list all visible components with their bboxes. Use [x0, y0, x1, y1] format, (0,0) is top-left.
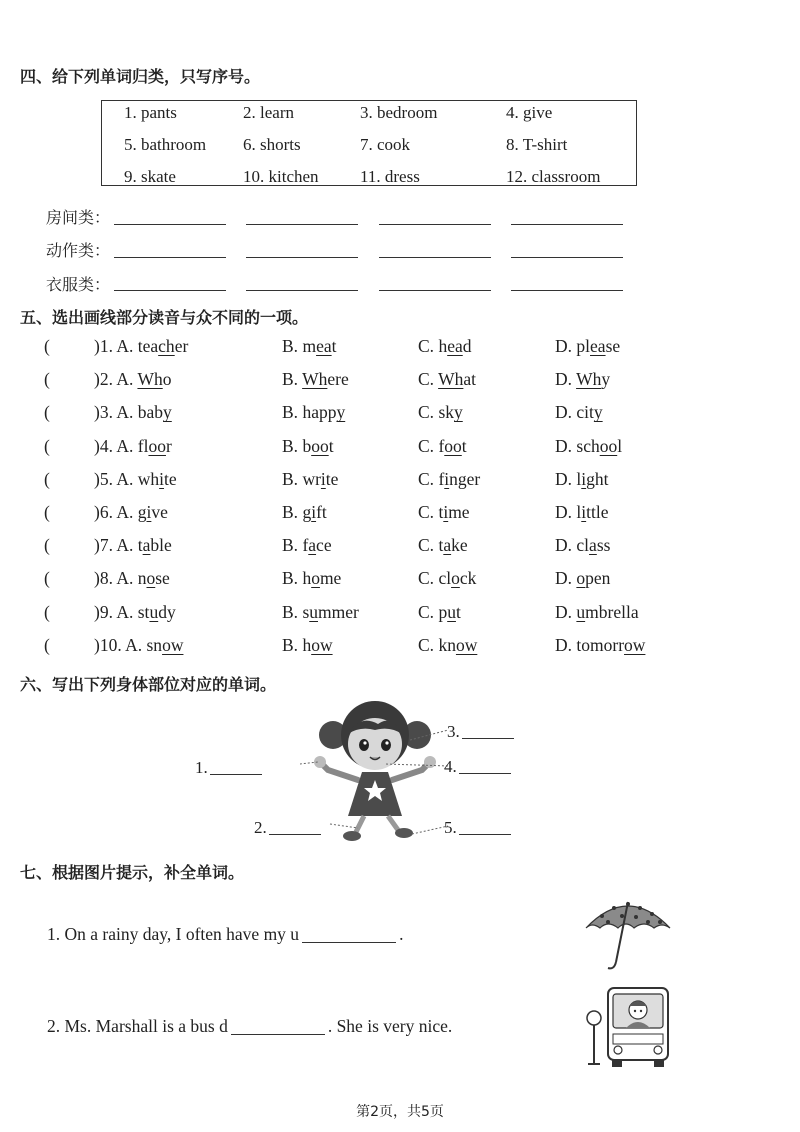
option-word: know — [438, 634, 478, 655]
option-d: D. Why — [555, 369, 611, 390]
answer-blank[interactable] — [231, 1034, 325, 1035]
word-bank-box — [101, 100, 637, 186]
option-c: C. finger — [418, 468, 481, 489]
option-word: nose — [137, 568, 170, 589]
word-item: 7. cook — [360, 135, 411, 154]
option-word: white — [137, 468, 177, 489]
option-word: light — [576, 468, 609, 489]
word-item: 11. dress — [360, 167, 420, 186]
underlined-letters: i — [443, 502, 449, 522]
word-item: 6. shorts — [243, 135, 301, 154]
option-d: D. open — [555, 568, 611, 589]
option-d: D. city — [555, 402, 603, 423]
underlined-letters: u — [576, 601, 586, 622]
bus-driver-icon — [582, 984, 674, 1070]
phonics-question-row — [0, 535, 800, 565]
option-d: D. please — [555, 336, 621, 356]
option-d: D. umbrella — [555, 601, 639, 622]
category-label-clothes: 衣服类： — [46, 275, 111, 294]
option-word: head — [438, 336, 472, 356]
option-c: C. know — [418, 634, 478, 655]
underlined-letters: y — [336, 402, 346, 423]
answer-blank[interactable] — [269, 834, 321, 835]
answer-blank[interactable] — [246, 257, 358, 258]
option-word: take — [438, 535, 468, 556]
option-word: face — [302, 535, 332, 556]
word-item: 3. bedroom — [360, 103, 438, 122]
underlined-letters: ow — [162, 634, 184, 655]
option-word: Why — [576, 369, 611, 390]
phonics-question-row — [0, 635, 800, 665]
underlined-letters: i — [444, 468, 450, 489]
option-b: B. boot — [282, 435, 334, 456]
underlined-letters: u — [447, 601, 456, 622]
option-word: baby — [137, 402, 172, 423]
underlined-letters: ow — [624, 634, 646, 655]
underlined-letters: o — [146, 568, 156, 589]
phonics-question-row — [0, 436, 800, 466]
option-b: B. write — [282, 468, 339, 489]
section-7-heading: 七、根据图片提示，补全单词。 — [20, 863, 245, 882]
option-word: little — [576, 502, 609, 522]
category-label-actions: 动作类： — [46, 241, 111, 260]
category-label-rooms: 房间类： — [46, 208, 111, 227]
word-item: 9. skate — [124, 167, 176, 186]
answer-blank[interactable] — [379, 257, 491, 258]
option-word: home — [302, 568, 342, 589]
underlined-letters: o — [311, 568, 320, 589]
underlined-letters: ea — [590, 336, 606, 356]
answer-blank[interactable] — [379, 290, 491, 291]
answer-blank[interactable] — [511, 257, 623, 258]
phonics-question-row — [0, 402, 800, 432]
option-c: C. head — [418, 336, 472, 356]
body-part-label-3: 3. — [447, 722, 514, 742]
option-word: please — [576, 336, 621, 356]
underlined-letters: u — [149, 601, 159, 622]
answer-paren[interactable]: ( — [44, 502, 50, 522]
answer-blank[interactable] — [302, 942, 396, 943]
phonics-question-row — [0, 336, 800, 366]
option-word: city — [576, 402, 603, 423]
option-word: time — [438, 502, 470, 522]
answer-paren[interactable]: ( — [44, 634, 50, 655]
option-b: B. meat — [282, 336, 337, 356]
answer-paren[interactable]: ( — [44, 402, 50, 423]
option-c: C. What — [418, 369, 477, 390]
underlined-letters: ea — [316, 336, 332, 356]
underlined-letters: oo — [444, 435, 462, 456]
underlined-letters: oo — [311, 435, 329, 456]
option-word: study — [137, 601, 176, 622]
option-b: B. face — [282, 535, 332, 556]
underlined-letters: i — [146, 502, 152, 522]
option-word: snow — [146, 634, 184, 655]
answer-blank[interactable] — [511, 224, 623, 225]
underlined-letters: o — [451, 568, 460, 589]
option-word: give — [137, 502, 168, 522]
option-b: B. Where — [282, 369, 349, 390]
option-word: Who — [137, 369, 172, 390]
word-item: 5. bathroom — [124, 135, 207, 154]
underlined-letters: u — [309, 601, 318, 622]
word-item: 4. give — [506, 103, 553, 122]
question-number: )1. A. teacher — [94, 336, 189, 356]
underlined-letters: i — [320, 468, 326, 489]
answer-blank[interactable] — [114, 257, 226, 258]
option-word: What — [438, 369, 477, 390]
underlined-letters: o — [576, 568, 586, 589]
option-word: tomorrow — [576, 634, 646, 655]
underlined-letters: i — [311, 502, 317, 522]
underlined-letters: y — [593, 402, 603, 423]
question-number: )7. A. table — [94, 535, 172, 556]
option-c: C. put — [418, 601, 461, 622]
option-c: C. sky — [418, 402, 463, 423]
option-b: B. home — [282, 568, 342, 589]
underlined-letters: ea — [447, 336, 463, 356]
answer-paren[interactable]: ( — [44, 601, 50, 622]
option-word: class — [576, 535, 611, 556]
option-d: D. tomorrow — [555, 634, 646, 655]
question-number: )2. A. Who — [94, 369, 172, 390]
question-number: )8. A. nose — [94, 568, 170, 589]
option-d: D. school — [555, 435, 623, 456]
underlined-letters: Wh — [438, 369, 464, 390]
section-5-heading: 五、选出画线部分读音与众不同的一项。 — [20, 308, 309, 327]
option-word: happy — [302, 402, 346, 423]
option-word: finger — [438, 468, 481, 489]
word-item: 8. T-shirt — [506, 135, 568, 154]
answer-paren[interactable]: ( — [44, 336, 50, 356]
answer-blank[interactable] — [511, 290, 623, 291]
option-word: boot — [302, 435, 334, 456]
option-word: table — [137, 535, 172, 556]
answer-blank[interactable] — [379, 224, 491, 225]
question-number: )9. A. study — [94, 601, 176, 622]
option-d: D. class — [555, 535, 611, 556]
page-footer: 第2页，共5页 — [356, 1104, 444, 1120]
underlined-letters: i — [581, 468, 587, 489]
underlined-letters: oo — [148, 435, 166, 456]
option-word: put — [438, 601, 461, 622]
option-word: summer — [302, 601, 359, 622]
body-part-label-1: 1. — [195, 758, 262, 778]
answer-blank[interactable] — [246, 224, 358, 225]
option-word: clock — [438, 568, 477, 589]
underlined-letters: ow — [311, 634, 333, 655]
underlined-letters: oo — [599, 435, 618, 456]
answer-paren[interactable]: ( — [44, 369, 50, 390]
word-item: 10. kitchen — [243, 167, 319, 186]
underlined-letters: y — [163, 402, 172, 423]
body-part-label-2: 2. — [254, 818, 321, 838]
body-part-label-5: 5. — [444, 818, 511, 838]
option-word: gift — [302, 502, 327, 522]
option-word: floor — [137, 435, 172, 456]
answer-blank[interactable] — [114, 224, 226, 225]
underlined-letters: i — [159, 468, 165, 489]
underlined-letters: Wh — [576, 369, 602, 390]
question-number: )4. A. floor — [94, 435, 172, 456]
underlined-letters: Wh — [302, 369, 328, 390]
section-4-heading: 四、给下列单词归类，只写序号。 — [20, 67, 261, 86]
option-d: D. little — [555, 502, 609, 522]
option-word: how — [302, 634, 333, 655]
word-item: 12. classroom — [506, 167, 601, 186]
phonics-question-row — [0, 369, 800, 399]
underlined-letters: a — [443, 535, 452, 556]
answer-blank[interactable] — [246, 290, 358, 291]
option-word: foot — [438, 435, 467, 456]
phonics-question-row — [0, 568, 800, 598]
answer-paren[interactable]: ( — [44, 435, 50, 456]
option-word: open — [576, 568, 611, 589]
answer-blank[interactable] — [459, 773, 511, 774]
answer-blank[interactable] — [114, 290, 226, 291]
option-word: meat — [302, 336, 337, 356]
option-c: C. time — [418, 502, 470, 522]
underlined-letters: a — [308, 535, 317, 556]
option-b: B. gift — [282, 502, 327, 522]
option-c: C. take — [418, 535, 468, 556]
question-number: )10. A. snow — [94, 634, 184, 655]
option-word: sky — [438, 402, 463, 423]
girl-body-parts-illustration — [300, 700, 450, 850]
body-part-label-4: 4. — [444, 757, 511, 777]
option-b: B. how — [282, 634, 333, 655]
section-6-heading: 六、写出下列身体部位对应的单词。 — [20, 675, 277, 694]
question-number: )6. A. give — [94, 502, 168, 522]
option-word: umbrella — [576, 601, 639, 622]
phonics-question-row — [0, 469, 800, 499]
question-number: )5. A. white — [94, 468, 177, 489]
answer-blank[interactable] — [462, 738, 514, 739]
fill-in-question-2: 2. Ms. Marshall is a bus d . She is very nice. — [47, 1016, 453, 1036]
underlined-letters: i — [581, 502, 587, 522]
option-b: B. happy — [282, 402, 346, 423]
underlined-letters: ow — [455, 634, 478, 655]
phonics-question-row — [0, 602, 800, 632]
word-item: 1. pants — [124, 103, 177, 122]
underlined-letters: ch — [158, 336, 175, 356]
option-c: C. foot — [418, 435, 467, 456]
answer-blank[interactable] — [459, 834, 511, 835]
option-word: school — [576, 435, 623, 456]
option-word: write — [302, 468, 339, 489]
underlined-letters: Wh — [137, 369, 163, 390]
underlined-letters: a — [142, 535, 151, 556]
word-item: 2. learn — [243, 103, 294, 122]
underlined-letters: a — [589, 535, 597, 556]
question-number: )3. A. baby — [94, 402, 172, 423]
answer-paren[interactable]: ( — [44, 535, 50, 556]
option-b: B. summer — [282, 601, 359, 622]
option-word: teacher — [137, 336, 189, 356]
option-d: D. light — [555, 468, 609, 489]
umbrella-icon — [582, 890, 674, 974]
phonics-question-row — [0, 502, 800, 532]
answer-paren[interactable]: ( — [44, 468, 50, 489]
answer-blank[interactable] — [210, 774, 262, 775]
fill-in-question-1: 1. On a rainy day, I often have my u . — [47, 924, 404, 944]
option-c: C. clock — [418, 568, 477, 589]
underlined-letters: y — [454, 402, 463, 423]
answer-paren[interactable]: ( — [44, 568, 50, 589]
option-word: Where — [302, 369, 349, 390]
